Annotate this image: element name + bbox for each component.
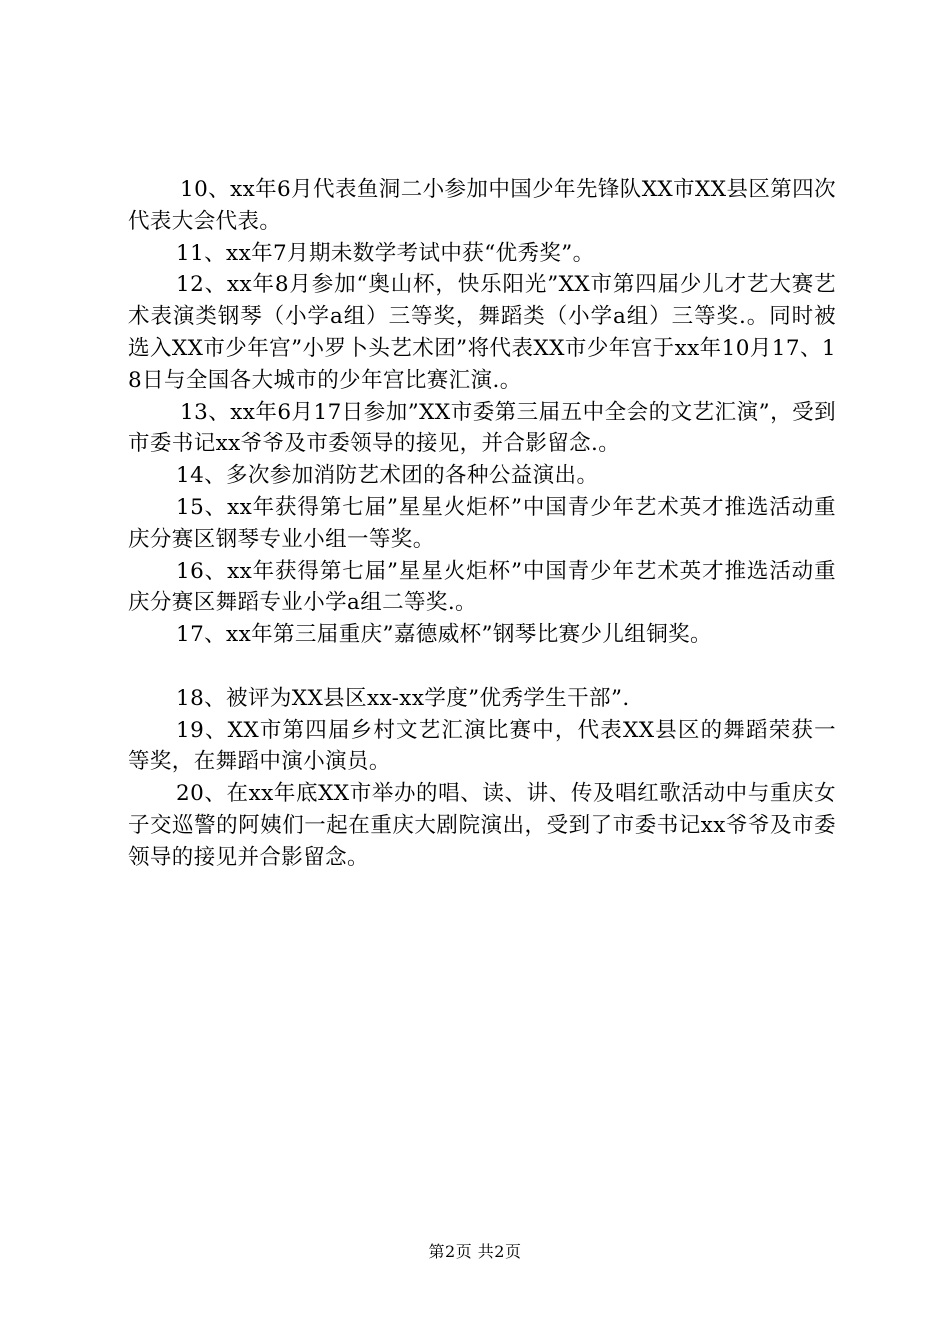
paragraph-15: 15、xx年获得第七届”星星火炬杯”中国青少年艺术英才推选活动重庆分赛区钢琴专业小组一等奖。 bbox=[128, 494, 836, 552]
paragraph-13: 13、xx年6月17日参加”XX市委第三届五中全会的文艺汇演”，受到市委书记xx爷爷及市委领导的接见，并合影留念.。 bbox=[128, 399, 836, 457]
paragraph-spacer bbox=[128, 651, 836, 683]
paragraph-16: 16、xx年获得第七届”星星火炬杯”中国青少年艺术英才推选活动重庆分赛区舞蹈专业小学a组二等奖.。 bbox=[128, 558, 836, 616]
paragraph-10: 10、xx年6月代表鱼洞二小参加中国少年先锋队XX市XX县区第四次代表大会代表。 bbox=[128, 177, 836, 234]
paragraph-14: 14、多次参加消防艺术团的各种公益演出。 bbox=[176, 463, 599, 489]
page-footer: 第2页 共2页 bbox=[428, 1242, 522, 1261]
paragraph-12: 12、xx年8月参加“奥山杯，快乐阳光”XX市第四届少儿才艺大赛艺术表演类钢琴（小学a组）三等奖，舞蹈类（小学a组）三等奖.。同时被选入XX市少年宫”小罗卜头艺术团”将代表XX市少年宫于xx年10月17、18日与全国各大城市的少年宫比赛汇演.。 bbox=[128, 272, 836, 393]
paragraph-11: 11、xx年7月期未数学考试中获“优秀奖”。 bbox=[176, 240, 595, 266]
paragraph-19: 19、XX市第四届乡村文艺汇演比赛中，代表XX县区的舞蹈荣获一等奖，在舞蹈中演小演员。 bbox=[128, 717, 836, 775]
paragraph-20: 20、在xx年底XX市举办的唱、读、讲、传及唱红歌活动中与重庆女子交巡警的阿姨们一起在重庆大剧院演出，受到了市委书记xx爷爷及市委领导的接见并合影留念。 bbox=[128, 781, 836, 870]
paragraph-17: 17、xx年第三届重庆”嘉德威杯”钢琴比赛少儿组铜奖。 bbox=[176, 622, 712, 648]
document-body bbox=[128, 174, 836, 874]
paragraph-18: 18、被评为XX县区xx-xx学度”优秀学生干部”. bbox=[176, 685, 630, 711]
